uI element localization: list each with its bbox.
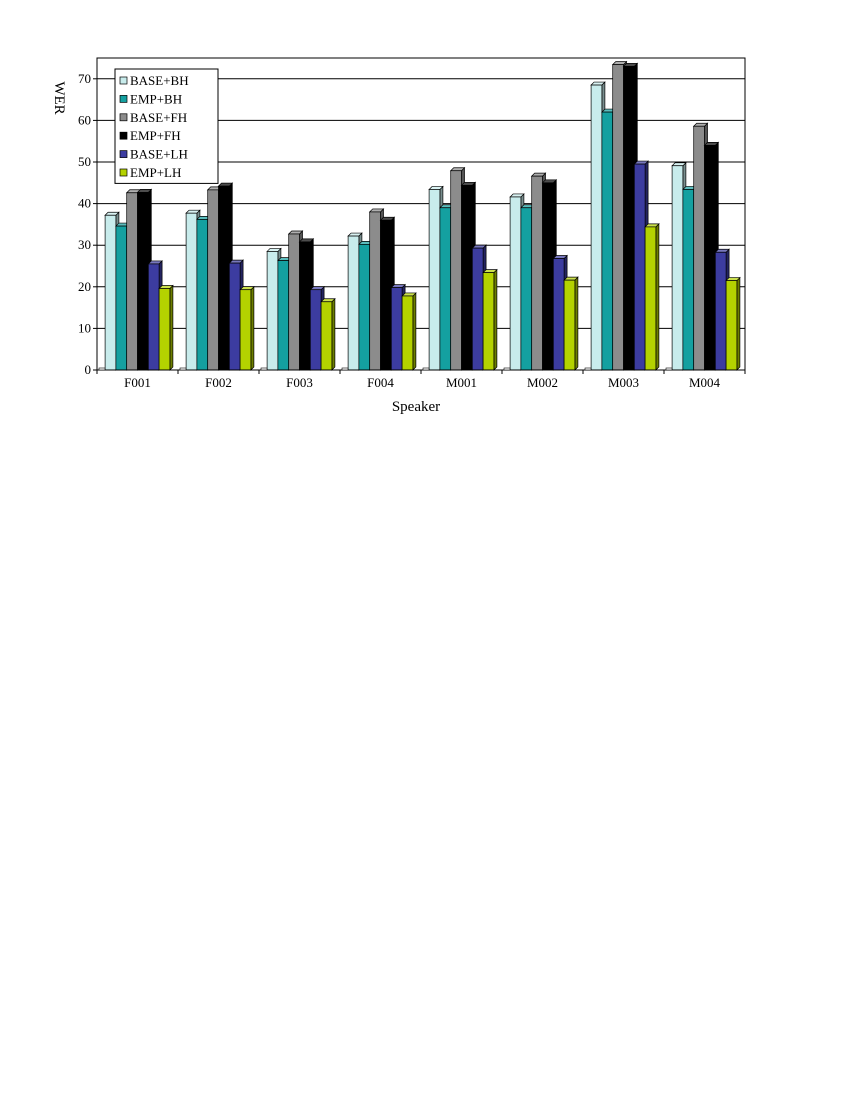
bar-top <box>624 63 638 66</box>
bar-front <box>683 189 694 370</box>
bar-top <box>267 248 281 251</box>
y-tick-label: 0 <box>84 362 91 377</box>
bar-front <box>532 176 543 370</box>
bar-top <box>483 270 497 273</box>
y-tick-labels <box>78 71 91 377</box>
bar-side <box>170 285 173 370</box>
bar-side <box>656 224 659 370</box>
bar-top <box>553 256 567 259</box>
bar-top <box>381 217 395 220</box>
bar-front <box>402 296 413 370</box>
bar-front <box>240 290 251 370</box>
bar-front <box>694 126 705 370</box>
bar-top <box>391 285 405 288</box>
y-tick-label: 40 <box>78 195 91 211</box>
x-category-label: M004 <box>688 375 721 390</box>
legend-swatch <box>120 114 127 121</box>
bar-side <box>413 293 416 370</box>
bar-front <box>715 252 726 370</box>
bar-top <box>300 239 314 242</box>
bar-side <box>494 270 497 370</box>
legend-entry: EMP+BH <box>130 91 183 107</box>
y-tick-label: 30 <box>78 237 91 253</box>
bar-front <box>624 66 635 370</box>
legend-entry: BASE+BH <box>130 73 189 88</box>
bar <box>645 224 659 370</box>
legend <box>115 69 218 183</box>
bar <box>483 270 497 370</box>
bar <box>321 299 335 370</box>
bar-front <box>208 190 219 370</box>
bar <box>402 293 416 370</box>
bar-top <box>289 231 303 234</box>
base-stub <box>99 368 105 370</box>
legend-entry: EMP+LH <box>130 165 182 180</box>
bar-front <box>148 264 159 370</box>
bar-top <box>510 194 524 197</box>
bar-front <box>602 112 613 370</box>
bar-front <box>116 226 127 370</box>
bar <box>240 287 254 370</box>
bar-top <box>138 189 152 192</box>
x-category-label: M002 <box>526 375 559 390</box>
x-category-label: F004 <box>367 375 394 390</box>
bar-front <box>521 208 532 370</box>
bar-front <box>726 281 737 370</box>
bar-front <box>440 208 451 370</box>
bar-top <box>694 123 708 126</box>
bar-front <box>138 192 149 370</box>
bar-top <box>543 180 557 183</box>
legend-entry: BASE+LH <box>130 146 188 162</box>
bar-front <box>300 242 311 370</box>
bar-top <box>564 277 578 280</box>
bar-front <box>186 213 197 370</box>
legend-entry: EMP+FH <box>130 128 181 144</box>
bar-front <box>289 234 300 370</box>
x-category-label: F001 <box>124 375 151 390</box>
bar-top <box>726 278 740 281</box>
bar-side <box>575 277 578 370</box>
bar-front <box>391 288 402 370</box>
x-category-label: M001 <box>445 375 478 390</box>
base-stub <box>666 368 672 370</box>
bar-top <box>472 245 486 248</box>
bar-front <box>613 65 624 370</box>
bar <box>726 278 740 370</box>
legend-swatch <box>120 77 127 84</box>
bar-top <box>451 168 465 171</box>
legend-swatch <box>120 169 127 176</box>
bar-front <box>543 183 554 370</box>
bar-front <box>381 220 392 370</box>
bar-top <box>105 212 119 215</box>
legend-swatch <box>120 151 127 158</box>
y-tick-label: 10 <box>78 320 91 336</box>
bar-front <box>219 186 230 370</box>
bar-front <box>310 290 321 370</box>
bar-front <box>564 280 575 370</box>
y-tick-label: 20 <box>78 278 91 294</box>
bar-front <box>267 251 278 370</box>
x-axis-title: Speaker <box>391 399 441 415</box>
bar-front <box>553 259 564 370</box>
bar-top <box>672 163 686 166</box>
bar <box>159 285 173 370</box>
bar-front <box>462 185 473 370</box>
bar-top <box>186 210 200 213</box>
y-axis-title: WER <box>51 81 67 115</box>
bar-front <box>591 85 602 370</box>
bar-front <box>197 219 208 370</box>
x-category-label: F002 <box>205 375 232 390</box>
bar-front <box>429 189 440 370</box>
bar-front <box>483 273 494 370</box>
bar-top <box>219 183 233 186</box>
bar-top <box>310 287 324 290</box>
bar-front <box>634 164 645 370</box>
bar-top <box>613 62 627 65</box>
bar-side <box>251 287 254 370</box>
base-stub <box>180 368 186 370</box>
base-stub <box>261 368 267 370</box>
bar-front <box>159 288 170 370</box>
x-category-labels <box>124 375 720 390</box>
base-stub <box>504 368 510 370</box>
bar-top <box>370 209 384 212</box>
bar <box>564 277 578 370</box>
bar-top <box>321 299 335 302</box>
bar-front <box>229 263 240 370</box>
bar-front <box>510 197 521 370</box>
bar-front <box>451 171 462 370</box>
bar-top <box>705 142 719 145</box>
bar-top <box>402 293 416 296</box>
bar-front <box>105 215 116 370</box>
bar-front <box>127 193 138 370</box>
legend-entry: BASE+FH <box>130 109 188 125</box>
y-tick-label: 50 <box>78 154 91 169</box>
legend-swatch <box>120 95 127 102</box>
bar-top <box>462 182 476 185</box>
bar-side <box>737 278 740 370</box>
bar-side <box>332 299 335 370</box>
bar-top <box>229 260 243 263</box>
bar-top <box>148 261 162 264</box>
y-tick-label: 70 <box>78 70 91 86</box>
legend-swatch <box>120 132 127 139</box>
bar-front <box>321 302 332 370</box>
bar-front <box>705 145 716 370</box>
bar-top <box>634 161 648 164</box>
bar-top <box>591 82 605 85</box>
bar-top <box>532 173 546 176</box>
bar-front <box>278 261 289 370</box>
y-tick-label: 60 <box>78 112 91 128</box>
bar-front <box>348 236 359 370</box>
bar-front <box>370 212 381 370</box>
base-stub <box>423 368 429 370</box>
bar-front <box>672 166 683 370</box>
bar-top <box>715 249 729 252</box>
bar-top <box>159 285 173 288</box>
x-category-label: M003 <box>607 375 640 390</box>
bar-front <box>359 244 370 370</box>
bar-top <box>429 186 443 189</box>
bar-top <box>240 287 254 290</box>
x-category-label: F003 <box>286 375 313 390</box>
base-stub <box>585 368 591 370</box>
bar-top <box>348 233 362 236</box>
base-stub <box>342 368 348 370</box>
bar-front <box>472 248 483 370</box>
bar-top <box>645 224 659 227</box>
bar-front <box>645 227 656 370</box>
